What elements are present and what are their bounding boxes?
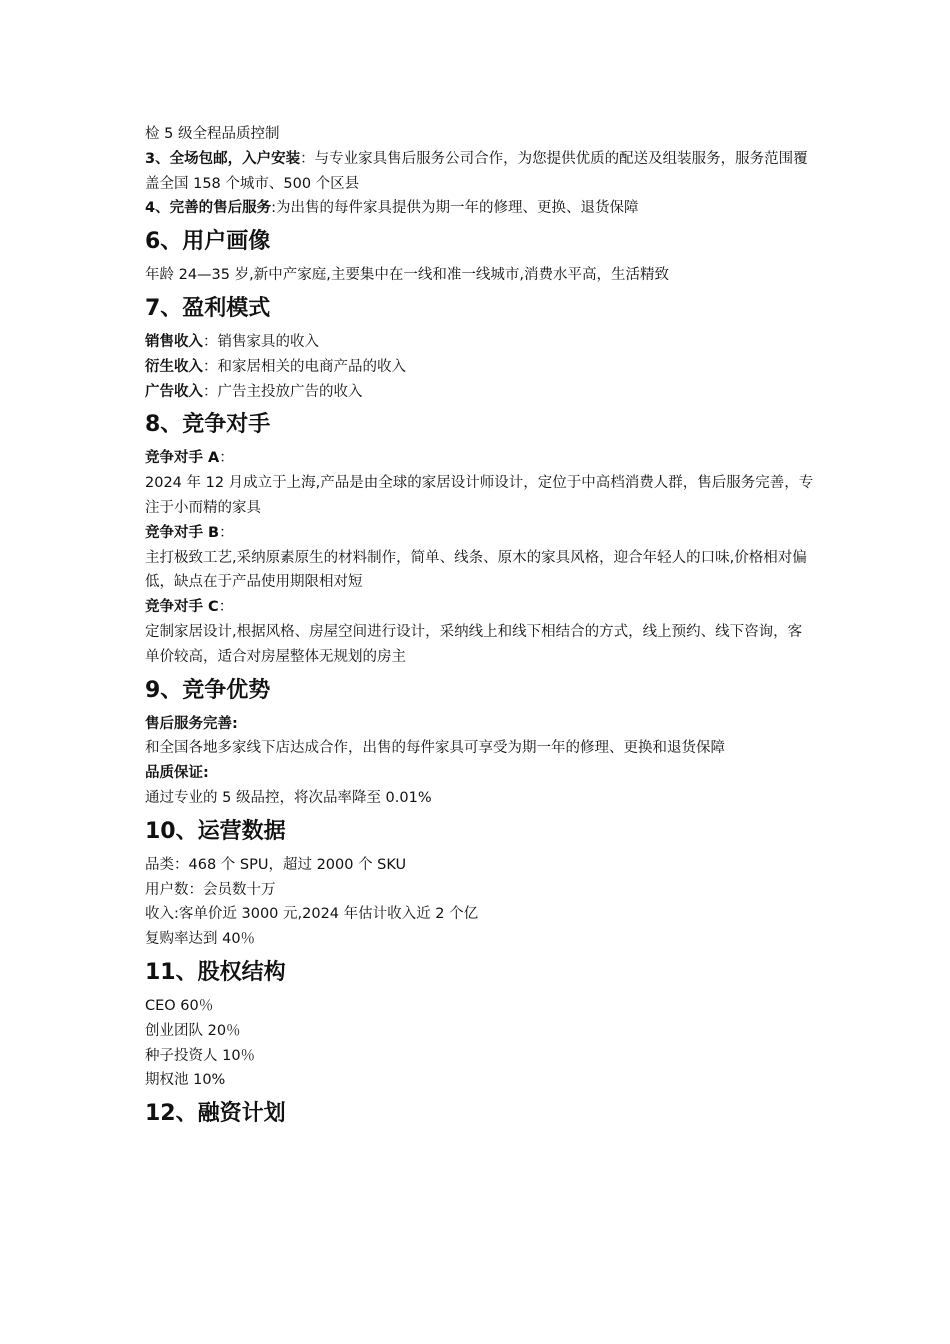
s7-item-label: 销售收入 [145,333,203,350]
s10-line: 收入:客单价近 3000 元,2024 年估计收入近 2 个亿 [145,906,479,923]
section-7-title: 7、盈利模式 [145,295,271,321]
section-6-title: 6、用户画像 [145,229,271,255]
colon: ： [219,524,234,541]
colon: ： [218,599,234,616]
competitor-a-label: 竞争对手 A [145,450,220,467]
intro-item4 [145,196,815,221]
s8-a-label [145,446,815,471]
s8-c-text: 定制家居设计,根据风格、房屋空间进行设计，采纳线上和线下相结合的方式，线上预约、线下咨询，客单价较高，适合对房屋整体无规划的房主 [145,623,803,665]
s7-item-label: 广告收入 [145,383,203,400]
item4-text: :为出售的每件家具提供为期一年的修理、更换、退货保障 [271,200,639,217]
s11-line: 种子投资人 10％ [145,1047,256,1064]
intro-item3 [145,147,815,197]
s8-a-text: 2024 年 12 月成立于上海,产品是由全球的家居设计师设计，定位于中高档消费人群，售后服务完善，专注于小而精的家具 [145,475,814,516]
competitor-b-label: 竞争对手 B [145,524,220,541]
s10-line: 复购率达到 40％ [145,931,256,948]
s10-line: 品类：468 个 SPU，超过 2000 个 SKU [145,856,407,873]
section-11-title: 11、股权结构 [145,959,286,985]
s6-text: 年龄 24—35 岁,新中产家庭,主要集中在一线和准一线城市,消费水平高，生活精致 [145,267,669,284]
item4-label: 4、完善的售后服务 [145,200,272,217]
item3-label: 3、全场包邮，入户安装 [145,150,301,167]
s7-item-label: 衍生收入 [145,358,203,375]
document-page [145,122,815,1135]
section-9-title: 9、竞争优势 [145,677,271,703]
section-8-title: 8、竞争对手 [145,412,271,438]
s9-b-label: 品质保证: [145,765,209,782]
s8-c-label [145,595,815,620]
s7-item-text: ：广告主投放广告的收入 [203,383,363,400]
section-10-title: 10、运营数据 [145,818,286,844]
colon: ： [219,450,234,467]
s7-item-ads [145,380,815,405]
section-12-title: 12、融资计划 [145,1101,286,1127]
s10-line: 用户数：会员数十万 [145,881,276,898]
competitor-c-label: 竞争对手 C [145,599,219,616]
s7-item-sales [145,330,815,355]
s7-item-text: ：和家居相关的电商产品的收入 [203,358,406,375]
intro-line0: 检 5 级全程品质控制 [145,126,280,142]
s8-b-text: 主打极致工艺,采纳原素原生的材料制作，简单、线条、原木的家具风格，迎合年轻人的口味,价格相对偏低，缺点在于产品使用期限相对短 [145,549,807,591]
s9-b-text: 通过专业的 5 级品控，将次品率降至 0.01% [145,789,432,806]
s9-a-label: 售后服务完善: [145,715,238,732]
s8-b-label [145,521,815,546]
item3-text: ：与专业家具售后服务公司合作，为您提供优质的配送及组装服务，服务范围覆盖全国 158 个城市、500 个区县 [145,150,808,192]
s9-a-text: 和全国各地多家线下店达成合作，出售的每件家具可享受为期一年的修理、更换和退货保障 [145,740,725,757]
s11-line: CEO 60％ [145,997,214,1014]
s11-line: 创业团队 20％ [145,1022,241,1039]
s7-item-text: ：销售家具的收入 [203,333,319,350]
s11-line: 期权池 10% [145,1072,226,1089]
s7-item-derived [145,355,815,380]
